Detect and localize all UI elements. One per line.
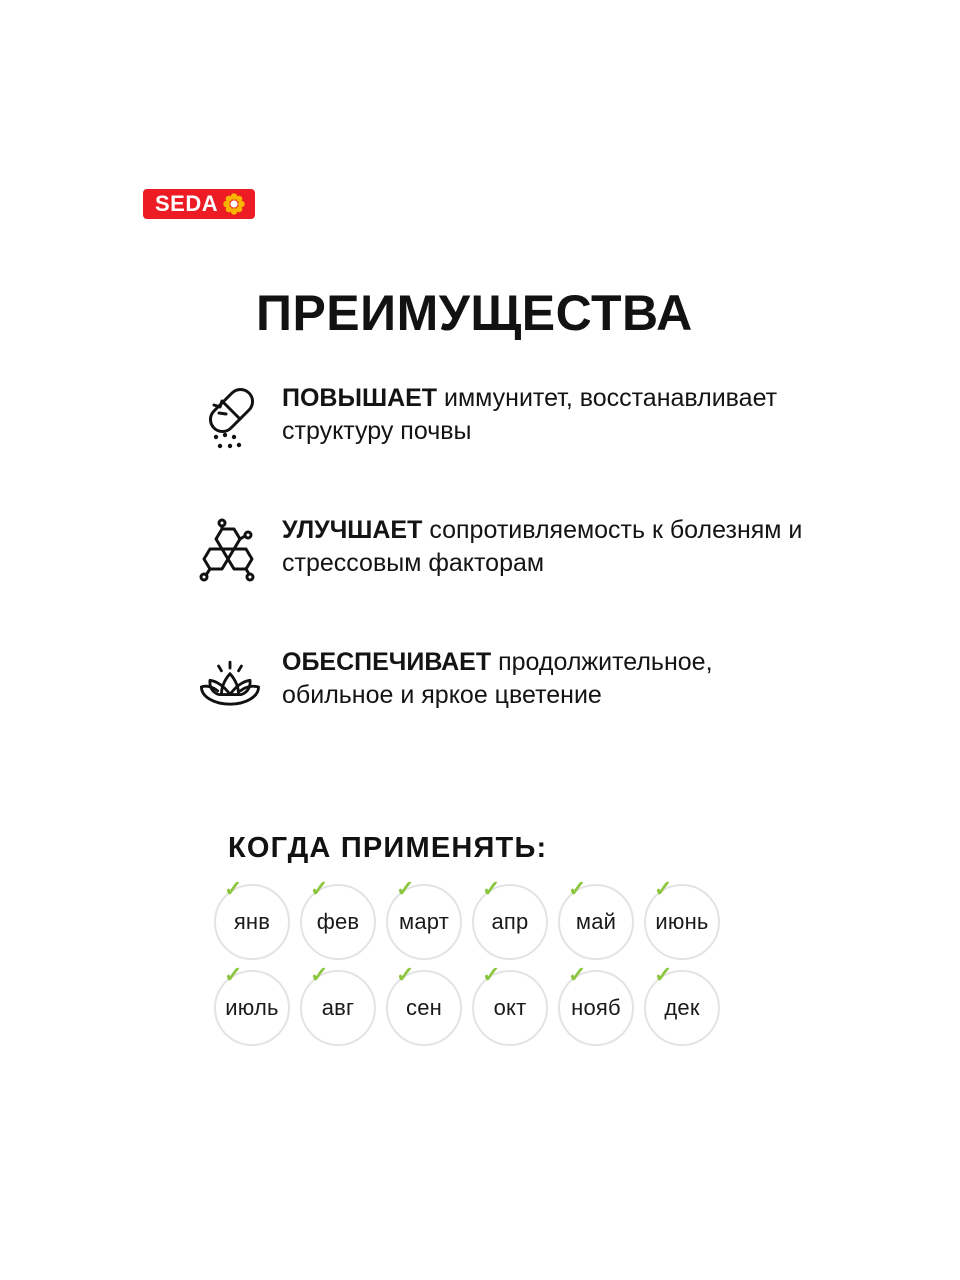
month-label: сен: [406, 995, 442, 1020]
month-item: [558, 962, 634, 1046]
month-item: [214, 962, 290, 1046]
benefits-list: [190, 378, 810, 774]
check-icon: ✓: [482, 962, 501, 987]
month-item: [472, 876, 548, 960]
month-item: [386, 962, 462, 1046]
lotus-flower-icon: [190, 642, 270, 732]
month-item: [214, 876, 290, 960]
month-label: янв: [233, 909, 271, 934]
month-label: дек: [664, 995, 700, 1020]
check-icon: ✓: [568, 876, 587, 901]
benefit-item: [190, 642, 810, 732]
month-label: март: [399, 909, 449, 934]
molecule-hexagons-icon: [190, 510, 270, 600]
month-item: [472, 962, 548, 1046]
check-icon: ✓: [482, 876, 501, 901]
month-label: фев: [316, 909, 360, 934]
benefit-item: [190, 378, 810, 468]
benefit-lead: ПОВЫШАЕТ: [282, 384, 438, 412]
logo-badge: [143, 189, 255, 219]
check-icon: ✓: [224, 876, 243, 901]
month-label: апр: [491, 909, 529, 934]
month-label: июнь: [655, 909, 709, 934]
benefit-text: [282, 510, 810, 581]
check-icon: ✓: [310, 876, 329, 901]
check-icon: ✓: [654, 876, 673, 901]
check-icon: ✓: [654, 962, 673, 987]
benefit-item: [190, 510, 810, 600]
flower-icon: [223, 193, 245, 215]
benefit-rest: продолжительное, обильное и яркое цветение: [282, 648, 713, 710]
check-icon: ✓: [224, 962, 243, 987]
check-icon: ✓: [396, 876, 415, 901]
months-row: [214, 876, 774, 960]
check-icon: ✓: [310, 962, 329, 987]
months-row: [214, 962, 774, 1046]
capsule-granules-icon: [190, 378, 270, 468]
month-item: [300, 876, 376, 960]
benefit-rest: иммунитет, восстанавливает структуру почвы: [282, 384, 778, 446]
brand-logo: [143, 189, 255, 219]
benefit-lead: УЛУЧШАЕТ: [282, 516, 423, 544]
month-item: [644, 876, 720, 960]
check-icon: ✓: [568, 962, 587, 987]
month-label: нояб: [571, 995, 621, 1020]
benefit-text: [282, 642, 810, 713]
month-item: [300, 962, 376, 1046]
month-item: [386, 876, 462, 960]
benefit-lead: ОБЕСПЕЧИВАЕТ: [282, 648, 492, 676]
months-calendar: [214, 876, 774, 1056]
month-item: [644, 962, 720, 1046]
month-label: окт: [493, 995, 527, 1020]
benefit-text: [282, 378, 810, 449]
month-item: [558, 876, 634, 960]
month-label: июль: [225, 995, 279, 1020]
page-title: ПРЕИМУЩЕСТВА: [256, 285, 693, 341]
month-label: май: [575, 909, 617, 934]
month-label: авг: [321, 995, 355, 1020]
when-to-apply-title: КОГДА ПРИМЕНЯТЬ:: [228, 832, 548, 864]
check-icon: ✓: [396, 962, 415, 987]
logo-text: SEDA: [155, 191, 219, 216]
benefit-rest: сопротивляемость к болезням и стрессовым факторам: [282, 516, 803, 578]
